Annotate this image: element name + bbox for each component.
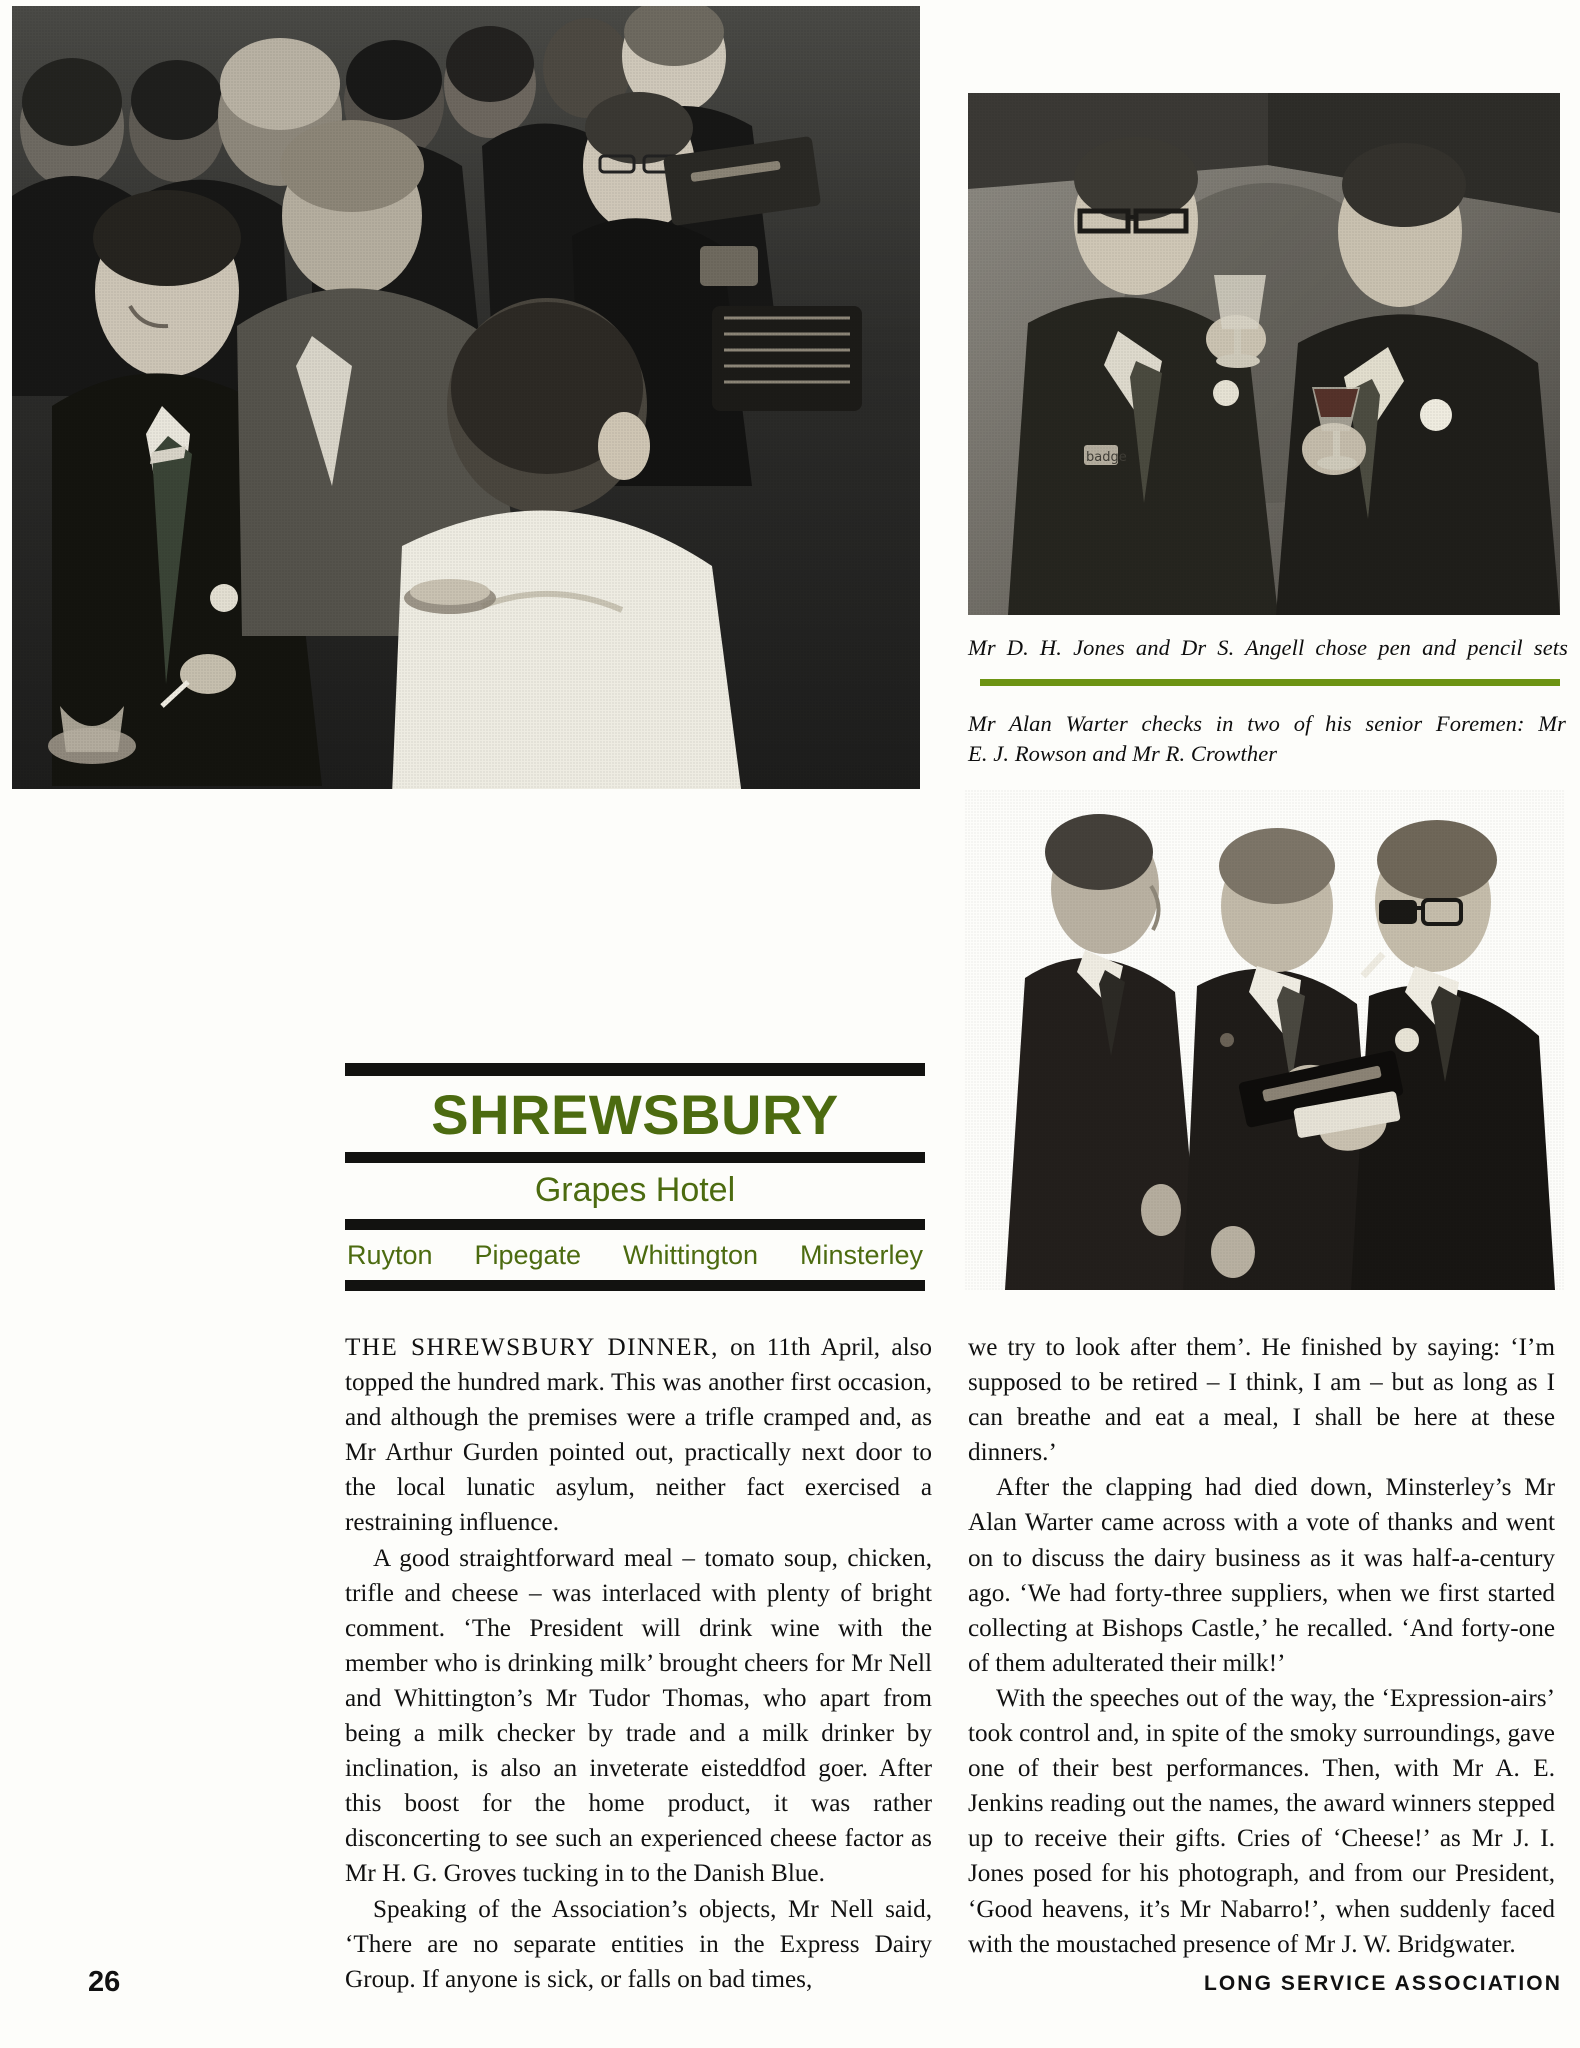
section-masthead [345, 1063, 925, 1291]
photo-crowd-reception [12, 6, 920, 789]
village-ruyton: Ruyton [347, 1240, 433, 1270]
caption-photo-award [968, 709, 1566, 769]
masthead-subtitle: Grapes Hotel [534, 1171, 736, 1209]
masthead-rule-middle [345, 1152, 925, 1163]
article-column-right [968, 1330, 1555, 1962]
caption-photo-pair: Mr D. H. Jones and Dr S. Angell chose pen and pencil sets [968, 635, 1568, 660]
lead-small-caps: THE SHREWSBURY DINNER, [345, 1334, 719, 1361]
paragraph-objects: Speaking of the Association’s objects, Mr Nell said, ‘There are no separate entities in the Express Dairy Group. If anyone is sick, or falls on bad times, [345, 1895, 932, 1993]
article-column-left [345, 1330, 932, 1997]
masthead-village-list [345, 1230, 925, 1280]
paragraph-meal: A good straightforward meal – tomato soup, chicken, trifle and cheese – was interlaced with plenty of bright comment. ‘The President will drink wine with the member who is drinking milk’ brought cheers for Mr Nell and Whittington’s Mr Tudor Thomas, who apart from being a milk checker by trade and a milk drinker by inclination, is also an inveterate eisteddfod goer. After this boost for the home product, it was rather disconcerting to see such an experienced cheese factor as Mr H. G. Groves tucking in to the Danish Blue. [345, 1544, 932, 1888]
paragraph-vote-of-thanks: After the clapping had died down, Minsterley’s Mr Alan Warter came across with a vote of thanks and went on to discuss the dairy business as it was half-a-century ago. ‘We had forty-three suppliers, when we first started collecting at Bishops Castle,’ he recalled. ‘And forty-one of them adulterated their milk!’ [968, 1474, 1555, 1677]
page-number: 26 [88, 1966, 121, 1998]
lead-remainder: on 11th April, also topped the hundred mark. This was another first occasion, and although the premises were a trifle cramped and, as Mr Arthur Gurden pointed out, practically next door to the local lunatic asylum, neither fact exercised a restraining influence. [345, 1334, 932, 1537]
village-minsterley: Minsterley [799, 1240, 923, 1270]
masthead-rule-top [345, 1063, 925, 1076]
village-pipegate: Pipegate [474, 1240, 582, 1270]
caption-award-line-1: Mr Alan Warter checks in two of his senior Foremen: Mr [968, 711, 1566, 736]
photo-two-men-with-drinks [968, 93, 1560, 615]
photo-award-presentation [965, 790, 1565, 1290]
masthead-rule-bottom [345, 1280, 925, 1291]
village-whittington: Whittington [622, 1240, 759, 1270]
paragraph-speeches: With the speeches out of the way, the ‘Expression-airs’ took control and, in spite of the smoky surroundings, gave one of their best performances. Then, with Mr A. E. Jenkins reading out the names, the award winners stepped up to receive their gifts. Cries of ‘Cheese!’ as Mr J. I. Jones posed for his photograph, and from our President, ‘Good heavens, it’s Mr Nabarro!’, when suddenly faced with the moustached presence of Mr J. W. Bridgwater. [968, 1684, 1555, 1958]
masthead-title: SHREWSBURY [431, 1083, 839, 1146]
paragraph-lead [345, 1330, 932, 1541]
masthead-rule-lower [345, 1219, 925, 1230]
caption-award-line-2: E. J. Rowson and Mr R. Crowther [968, 741, 1278, 766]
paragraph-look-after: we try to look after them’. He finished by saying: ‘I’m supposed to be retired – I think, I am – but as long as I can breathe and eat a meal, I shall be here at these dinners.’ [968, 1334, 1555, 1467]
green-divider-rule [980, 679, 1560, 686]
footer-organisation: LONG SERVICE ASSOCIATION [1203, 1972, 1562, 1995]
